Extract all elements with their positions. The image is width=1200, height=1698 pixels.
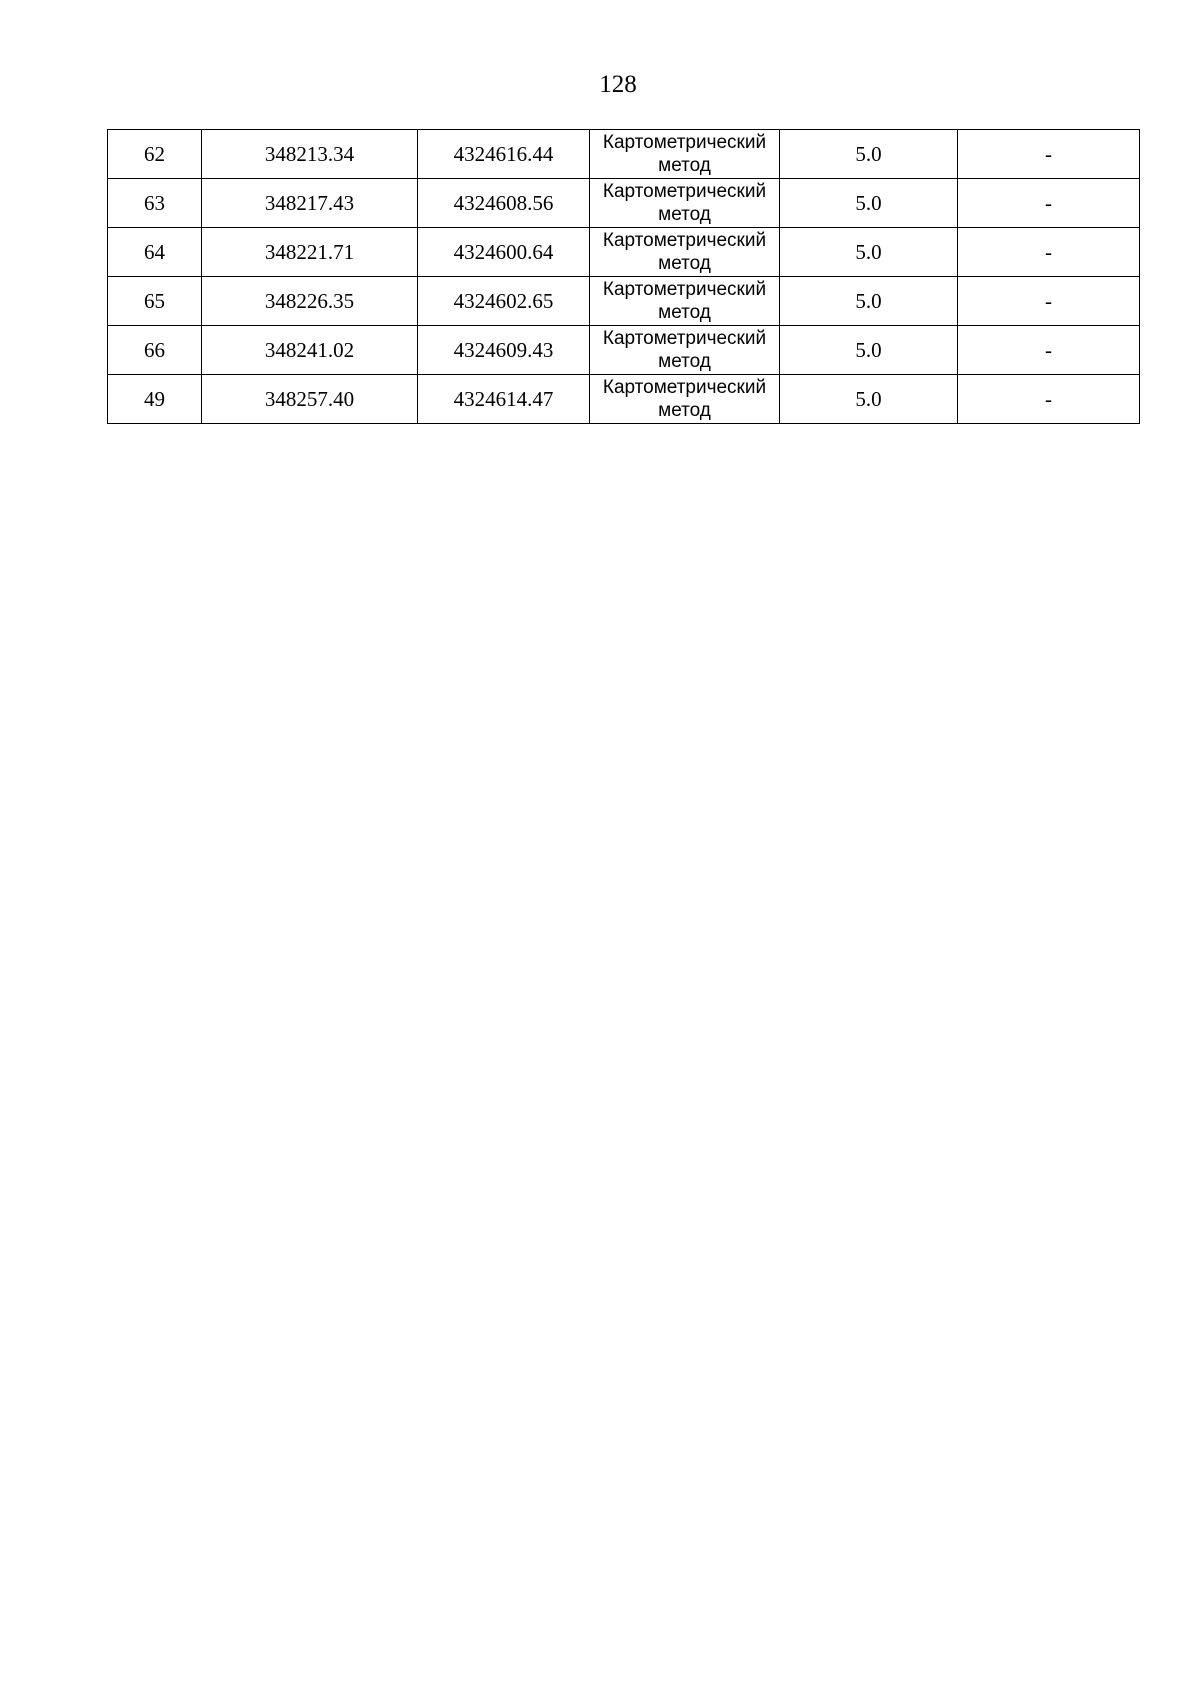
accuracy-cell: 5.0 (780, 130, 958, 179)
point-number-cell: 66 (108, 326, 202, 375)
y-coordinate-cell: 4324600.64 (418, 228, 590, 277)
method-line-1: Картометрический (602, 377, 767, 398)
point-number-cell: 65 (108, 277, 202, 326)
point-number-cell: 63 (108, 179, 202, 228)
accuracy-cell: 5.0 (780, 228, 958, 277)
method-line-1: Картометрический (602, 230, 767, 251)
method-cell (590, 179, 780, 228)
note-cell: - (958, 326, 1140, 375)
coordinates-table (107, 129, 1140, 424)
table-row (108, 179, 1140, 228)
y-coordinate-cell: 4324614.47 (418, 375, 590, 424)
x-coordinate-cell: 348213.34 (202, 130, 418, 179)
y-coordinate-cell: 4324602.65 (418, 277, 590, 326)
method-line-1: Картометрический (602, 132, 767, 153)
x-coordinate-cell: 348226.35 (202, 277, 418, 326)
x-coordinate-cell: 348217.43 (202, 179, 418, 228)
accuracy-cell: 5.0 (780, 277, 958, 326)
accuracy-cell: 5.0 (780, 375, 958, 424)
method-line-2: метод (658, 155, 711, 176)
method-line-1: Картометрический (602, 279, 767, 300)
method-cell (590, 375, 780, 424)
method-cell (590, 326, 780, 375)
method-cell (590, 277, 780, 326)
note-cell: - (958, 179, 1140, 228)
method-cell (590, 130, 780, 179)
y-coordinate-cell: 4324616.44 (418, 130, 590, 179)
note-cell: - (958, 130, 1140, 179)
table-row (108, 130, 1140, 179)
table-row (108, 375, 1140, 424)
method-line-2: метод (658, 400, 711, 421)
method-line-1: Картометрический (602, 181, 767, 202)
note-cell: - (958, 228, 1140, 277)
x-coordinate-cell: 348241.02 (202, 326, 418, 375)
page-number: 128 (599, 71, 637, 98)
note-cell: - (958, 277, 1140, 326)
method-line-2: метод (658, 351, 711, 372)
accuracy-cell: 5.0 (780, 179, 958, 228)
y-coordinate-cell: 4324608.56 (418, 179, 590, 228)
method-cell (590, 228, 780, 277)
method-line-2: метод (658, 253, 711, 274)
point-number-cell: 62 (108, 130, 202, 179)
method-line-2: метод (658, 302, 711, 323)
method-line-1: Картометрический (602, 328, 767, 349)
point-number-cell: 49 (108, 375, 202, 424)
x-coordinate-cell: 348257.40 (202, 375, 418, 424)
table-row (108, 277, 1140, 326)
point-number-cell: 64 (108, 228, 202, 277)
note-cell: - (958, 375, 1140, 424)
x-coordinate-cell: 348221.71 (202, 228, 418, 277)
y-coordinate-cell: 4324609.43 (418, 326, 590, 375)
method-line-2: метод (658, 204, 711, 225)
table-row (108, 326, 1140, 375)
table-row (108, 228, 1140, 277)
accuracy-cell: 5.0 (780, 326, 958, 375)
